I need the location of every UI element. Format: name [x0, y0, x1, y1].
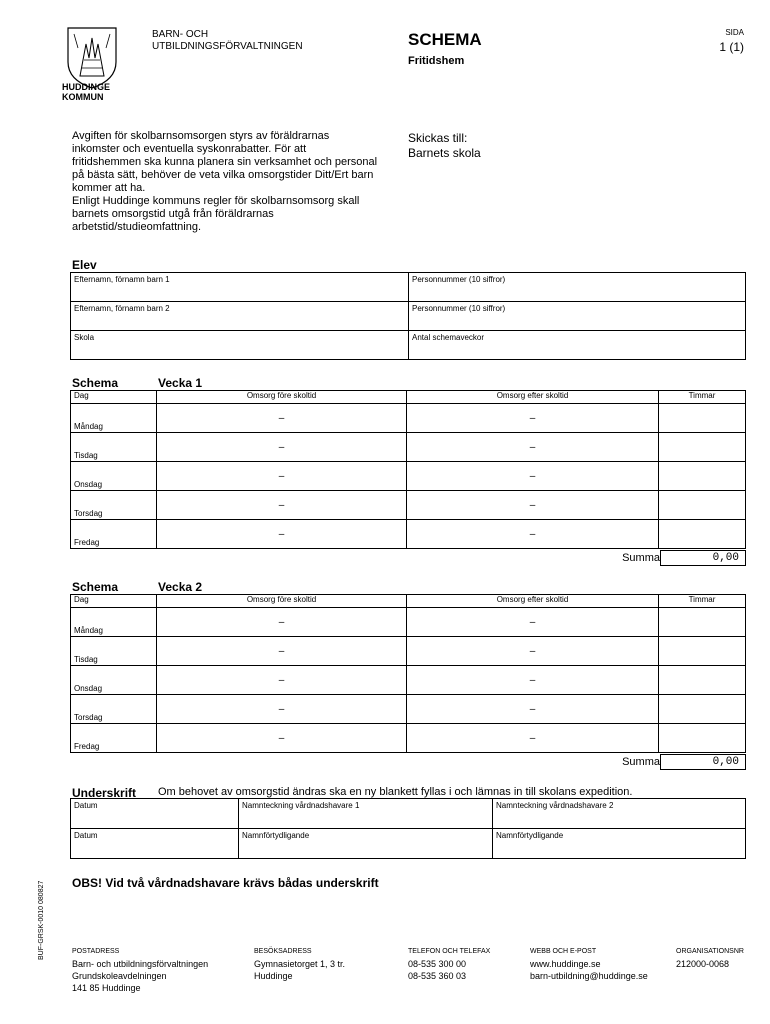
before-school-field[interactable] — [157, 491, 407, 520]
time-dash: – — [278, 617, 285, 628]
schedule-week2-table — [70, 594, 746, 753]
day-label: Torsdag — [71, 695, 157, 724]
child1-personnummer-field[interactable]: Personnummer (10 siffror) — [409, 273, 746, 302]
child1-name-field[interactable]: Efternamn, förnamn barn 1 — [71, 273, 409, 302]
summa-label: Summa — [622, 552, 660, 564]
time-dash: – — [529, 733, 536, 744]
elev-table — [70, 272, 746, 360]
hours-field[interactable] — [659, 724, 746, 753]
time-dash: – — [278, 471, 285, 482]
document-title: SCHEMA — [408, 30, 482, 49]
day-label: Fredag — [71, 724, 157, 753]
after-school-field[interactable] — [407, 637, 659, 666]
hours-field[interactable] — [659, 666, 746, 695]
time-dash: – — [529, 646, 536, 657]
schedule-weeks-field[interactable]: Antal schemaveckor — [409, 331, 746, 360]
summa-week2-field[interactable]: 0,00 — [660, 754, 746, 770]
after-school-field[interactable] — [407, 433, 659, 462]
time-dash: – — [529, 471, 536, 482]
child2-name-field[interactable]: Efternamn, förnamn barn 2 — [71, 302, 409, 331]
col-hours: Timmar — [659, 391, 746, 404]
time-dash: – — [278, 500, 285, 511]
time-dash: – — [529, 675, 536, 686]
time-dash: – — [278, 733, 285, 744]
time-dash: – — [278, 675, 285, 686]
time-dash: – — [529, 704, 536, 715]
send-to-label: Skickas till: — [408, 131, 468, 145]
after-school-field[interactable] — [407, 666, 659, 695]
time-dash: – — [278, 442, 285, 453]
before-school-field[interactable] — [157, 637, 407, 666]
after-school-field[interactable] — [407, 404, 659, 433]
after-school-field[interactable] — [407, 520, 659, 549]
col-before-school: Omsorg före skoltid — [157, 391, 407, 404]
after-school-field[interactable] — [407, 724, 659, 753]
day-label: Torsdag — [71, 491, 157, 520]
form-code: BUF-GRSK-0010 080827 — [38, 880, 45, 960]
elev-heading: Elev — [72, 258, 97, 272]
day-label: Fredag — [71, 520, 157, 549]
hours-field[interactable] — [659, 462, 746, 491]
col-before-school: Omsorg före skoltid — [157, 595, 407, 608]
schema1-week: Vecka 1 — [158, 376, 203, 390]
guardian1-name-clarification-field[interactable]: Namnförtydligande — [239, 829, 493, 859]
col-day: Dag — [71, 391, 157, 404]
footer-visit: BESÖKSADRESS Gymnasietorget 1, 3 tr. Huddinge — [254, 948, 346, 981]
hours-field[interactable] — [659, 520, 746, 549]
col-after-school: Omsorg efter skoltid — [407, 391, 659, 404]
send-to-value: Barnets skola — [408, 146, 481, 160]
col-after-school: Omsorg efter skoltid — [407, 595, 659, 608]
time-dash: – — [529, 500, 536, 511]
day-label: Måndag — [71, 608, 157, 637]
col-hours: Timmar — [659, 595, 746, 608]
time-dash: – — [278, 413, 285, 424]
time-dash: – — [529, 442, 536, 453]
day-label: Tisdag — [71, 637, 157, 666]
footer-phone: TELEFON OCH TELEFAX 08-535 300 00 08-535 360 03 — [408, 948, 491, 981]
hours-field[interactable] — [659, 608, 746, 637]
day-label: Måndag — [71, 404, 157, 433]
kommun-name: HUDDINGE KOMMUN — [62, 82, 111, 102]
col-day: Dag — [71, 595, 157, 608]
document-subtitle: Fritidshem — [408, 55, 465, 67]
day-label: Onsdag — [71, 666, 157, 695]
after-school-field[interactable] — [407, 695, 659, 724]
schema2-heading: Schema — [72, 580, 119, 594]
before-school-field[interactable] — [157, 666, 407, 695]
schema2-week: Vecka 2 — [158, 580, 203, 594]
time-dash: – — [278, 529, 285, 540]
footer-postal: POSTADRESS Barn- och utbildningsförvaltningen Grundskoleavdelningen 141 85 Huddinge — [72, 948, 209, 993]
after-school-field[interactable] — [407, 608, 659, 637]
school-field[interactable]: Skola — [71, 331, 409, 360]
obs-notice: OBS! Vid två vårdnadshavare krävs bådas underskrift — [72, 876, 379, 890]
intro-text: Avgiften för skolbarnsomsorgen styrs av föräldrarnas inkomster och eventuella syskonrabatter. För att fritidshemmen ska kunna planera sin verksamhet och personal på bästa sätt, behöver de veta vilka omsorgstider Ditt/Ert barn kommer att ha. Enligt Huddinge kommuns regler för skolbarnsomsorg skall barnets omsorgstid utgå från föräldrarnas arbetstid/studieomfattning. — [72, 130, 378, 233]
department-name: BARN- OCH UTBILDNINGSFÖRVALTNINGEN — [152, 29, 303, 52]
before-school-field[interactable] — [157, 404, 407, 433]
child2-personnummer-field[interactable]: Personnummer (10 siffror) — [409, 302, 746, 331]
hours-field[interactable] — [659, 695, 746, 724]
before-school-field[interactable] — [157, 695, 407, 724]
guardian2-signature-field[interactable]: Namnteckning vårdnadshavare 2 — [493, 799, 746, 829]
signature-note: Om behovet av omsorgstid ändras ska en ny blankett fyllas i och lämnas in till skolans expedition. — [158, 786, 633, 798]
website-link[interactable]: www.huddinge.se — [530, 959, 601, 969]
summa-label: Summa — [622, 756, 660, 768]
signature-table — [70, 798, 746, 859]
before-school-field[interactable] — [157, 608, 407, 637]
before-school-field[interactable] — [157, 724, 407, 753]
hours-field[interactable] — [659, 433, 746, 462]
date-field[interactable]: Datum — [71, 799, 239, 829]
hours-field[interactable] — [659, 637, 746, 666]
day-label: Onsdag — [71, 462, 157, 491]
date-field[interactable]: Datum — [71, 829, 239, 859]
page-label: SIDA — [725, 28, 744, 37]
schema1-heading: Schema — [72, 376, 119, 390]
after-school-field[interactable] — [407, 491, 659, 520]
before-school-field[interactable] — [157, 462, 407, 491]
time-dash: – — [278, 704, 285, 715]
time-dash: – — [529, 413, 536, 424]
before-school-field[interactable] — [157, 520, 407, 549]
email-link[interactable]: barn-utbildning@huddinge.se — [530, 971, 648, 981]
after-school-field[interactable] — [407, 462, 659, 491]
footer-org: ORGANISATIONSNR 212000-0068 — [676, 948, 744, 969]
time-dash: – — [529, 617, 536, 628]
footer-web: WEBB OCH E-POST www.huddinge.se barn-utbildning@huddinge.se — [530, 948, 648, 981]
page-number: 1 (1) — [719, 40, 744, 54]
day-label: Tisdag — [71, 433, 157, 462]
hours-field[interactable] — [659, 491, 746, 520]
hours-field[interactable] — [659, 404, 746, 433]
guardian1-signature-field[interactable]: Namnteckning vårdnadshavare 1 — [239, 799, 493, 829]
guardian2-name-clarification-field[interactable]: Namnförtydligande — [493, 829, 746, 859]
summa-week1-field[interactable]: 0,00 — [660, 550, 746, 566]
time-dash: – — [278, 646, 285, 657]
before-school-field[interactable] — [157, 433, 407, 462]
time-dash: – — [529, 529, 536, 540]
schedule-week1-table — [70, 390, 746, 549]
signature-heading: Underskrift — [72, 786, 137, 800]
